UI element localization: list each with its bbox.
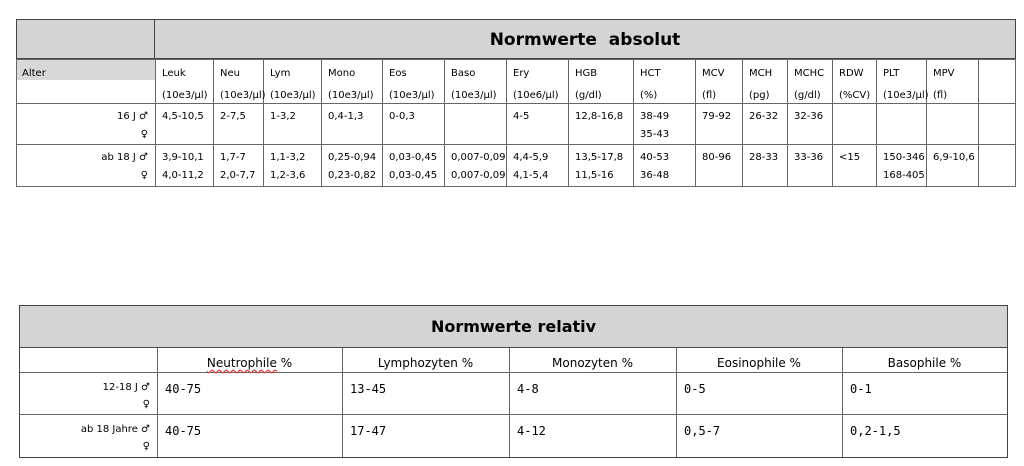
abs-hline [16,186,1016,187]
value-male: 38-49 [640,111,670,122]
column-unit: (g/dl) [575,90,602,101]
relative-column-header: Lymphozyten % [377,356,474,370]
relative-column-header: Eosinophile % [717,356,801,370]
value-male: 40-53 [640,152,670,163]
column-name: Leuk [162,68,186,79]
abs-vline [155,59,156,187]
relative-value: 13-45 [350,382,387,396]
column-unit: (10e3/µl) [389,90,435,101]
spellcheck-word: Neutrophile [206,356,277,370]
value-female: 0,23-0,82 [328,170,377,181]
row-label-male: ab 18 J ♂ [101,152,148,163]
value-male: 2-7,5 [220,111,246,122]
value-male: 3,9-10,1 [162,152,204,163]
value-male: 80-96 [702,152,732,163]
value-male: 13,5-17,8 [575,152,624,163]
abs-vline [16,59,17,187]
abs-hline [16,144,1016,145]
absolute-table-title: Normwerte absolut [155,19,1016,59]
absolute-header-corner [16,19,155,59]
abs-vline [263,59,264,187]
abs-hline [16,103,1016,104]
abs-vline [742,59,743,187]
value-male: 0,25-0,94 [328,152,377,163]
abs-vline [213,59,214,187]
column-unit: (%CV) [839,90,871,101]
value-male: 1-3,2 [270,111,296,122]
abs-vline [1015,59,1016,187]
column-name: PLT [883,68,900,79]
value-male: 6,9-10,6 [933,152,975,163]
column-unit: (10e3/µl) [220,90,266,101]
abs-vline [382,59,383,187]
column-unit: (10e3/µl) [270,90,316,101]
row-label-female: ♀ [140,129,148,140]
column-unit: (10e3/µl) [328,90,374,101]
row-label-female: ♀ [140,170,148,181]
absolute-grid [16,59,1016,187]
value-female: 4,0-11,2 [162,170,204,181]
relative-value: 40-75 [165,382,202,396]
alter-label: Alter [22,68,46,79]
abs-vline [321,59,322,187]
abs-vline [633,59,634,187]
value-female: 0,007-0,09 [451,170,506,181]
abs-vline [926,59,927,187]
abs-hline [16,59,1016,60]
row-label-male: 16 J ♂ [117,111,148,122]
column-unit: (fl) [702,90,717,101]
column-unit: (10e3/µl) [162,90,208,101]
column-name: Lym [270,68,291,79]
relative-row-label-female: ♀ [142,441,150,452]
value-male: 4-5 [513,111,530,122]
value-male: 1,1-3,2 [270,152,306,163]
abs-vline [444,59,445,187]
abs-vline [978,59,979,187]
relative-row-label-male: 12-18 J ♂ [102,382,150,393]
relative-row-label-male: ab 18 Jahre ♂ [80,424,150,435]
value-male: 0,007-0,09 [451,152,506,163]
value-male: 0,4-1,3 [328,111,364,122]
column-name: Mono [328,68,356,79]
value-female: 168-405 [883,170,925,181]
value-female: 11,5-16 [575,170,614,181]
column-unit: (10e6/µl) [513,90,559,101]
column-name: Ery [513,68,530,79]
value-female: 36-48 [640,170,670,181]
value-female: 1,2-3,6 [270,170,306,181]
value-male: 4,5-10,5 [162,111,204,122]
column-name: MPV [933,68,955,79]
abs-vline [695,59,696,187]
relative-value: 17-47 [350,424,387,438]
column-unit: (10e3/µl) [883,90,929,101]
column-name: MCH [749,68,773,79]
value-male: 1,7-7 [220,152,246,163]
value-male: 32-36 [794,111,824,122]
column-name: Baso [451,68,476,79]
relative-column-header: Neutrophile % [206,356,293,370]
abs-vline [876,59,877,187]
column-name: Neu [220,68,240,79]
relative-value: 4-8 [517,382,539,396]
abs-vline [506,59,507,187]
value-female: 35-43 [640,129,670,140]
relative-value: 0-1 [850,382,872,396]
abs-vline [568,59,569,187]
value-female: 0,03-0,45 [389,170,438,181]
relative-row-label-female: ♀ [142,399,150,410]
value-male: 12,8-16,8 [575,111,624,122]
value-male: 28-33 [749,152,779,163]
column-unit: (fl) [933,90,948,101]
column-name: Eos [389,68,407,79]
relative-column-header: Monozyten % [552,356,633,370]
column-unit: (10e3/µl) [451,90,497,101]
value-female: 2,0-7,7 [220,170,256,181]
value-male: 150-346 [883,152,925,163]
column-name: MCV [702,68,725,79]
value-male: 0,03-0,45 [389,152,438,163]
column-name: RDW [839,68,864,79]
column-unit: (g/dl) [794,90,821,101]
relative-column-header: Basophile % [887,356,962,370]
rel-hline [20,372,1007,373]
value-male: <15 [839,152,861,163]
relative-value: 40-75 [165,424,202,438]
absolute-values-table [16,19,1016,187]
column-name: HGB [575,68,598,79]
relative-value: 4-12 [517,424,546,438]
value-male: 4,4-5,9 [513,152,549,163]
value-male: 79-92 [702,111,732,122]
relative-table-title: Normwerte relativ [20,306,1007,348]
column-unit: (%) [640,90,658,101]
value-male: 0-0,3 [389,111,415,122]
column-name: MCHC [794,68,825,79]
value-male: 33-36 [794,152,824,163]
value-male: 26-32 [749,111,779,122]
column-name: HCT [640,68,661,79]
relative-values-table [19,305,1008,458]
relative-value: 0,2-1,5 [850,424,901,438]
relative-value: 0,5-7 [684,424,721,438]
abs-vline [787,59,788,187]
value-female: 4,1-5,4 [513,170,549,181]
abs-vline [832,59,833,187]
relative-value: 0-5 [684,382,706,396]
column-unit: (pg) [749,90,770,101]
rel-hline [20,414,1007,415]
